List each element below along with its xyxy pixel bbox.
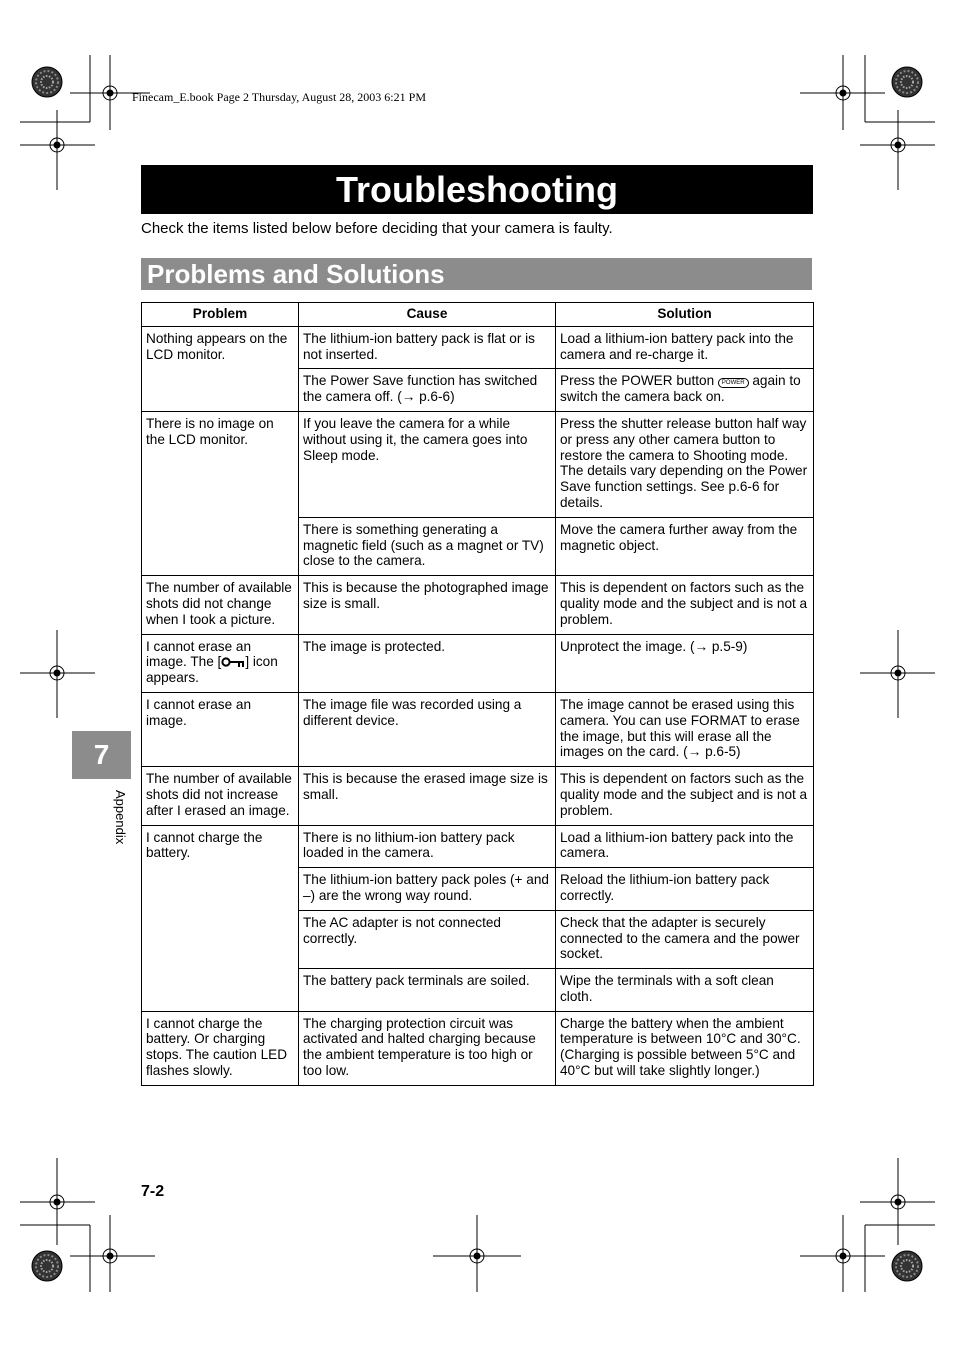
solution-cell: Check that the adapter is securely connected to the camera and the power socket. — [556, 910, 814, 968]
table-row — [142, 326, 814, 369]
table-header-row — [142, 303, 814, 327]
solution-cell: Press the shutter release button half way or press any other camera button to restore the camera to Shooting mode. The details vary depending on the Power Save function settings. See p.6-6 for details. — [556, 411, 814, 517]
problem-cell — [142, 634, 299, 692]
problem-cell: I cannot charge the battery. Or charging stops. The caution LED flashes slowly. — [142, 1011, 299, 1085]
problem-text: ] icon appears. — [146, 654, 278, 686]
solution-cell: This is dependent on factors such as the quality mode and the subject and is not a problem. — [556, 576, 814, 634]
table-row — [142, 767, 814, 825]
table-row — [142, 634, 814, 692]
table-row — [142, 411, 814, 517]
solution-cell: Wipe the terminals with a soft clean cloth. — [556, 969, 814, 1012]
solution-cell: The image cannot be erased using this camera. You can use FORMAT to erase the image, but this will erase all the images on the card. (→ p.6-5) — [556, 692, 814, 766]
solution-text: again to switch the camera back on. — [560, 373, 801, 405]
cause-cell: The image file was recorded using a different device. — [299, 692, 556, 766]
table-row — [142, 825, 814, 868]
solution-cell: Move the camera further away from the magnetic object. — [556, 517, 814, 575]
solution-cell: Load a lithium-ion battery pack into the camera. — [556, 825, 814, 868]
troubleshooting-table — [141, 302, 814, 1086]
solution-cell — [556, 369, 814, 412]
cause-cell: There is something generating a magnetic field (such as a magnet or TV) close to the camera. — [299, 517, 556, 575]
column-header-solution: Solution — [556, 303, 814, 327]
cause-cell: The image is protected. — [299, 634, 556, 692]
cause-cell: The Power Save function has switched the camera off. (→ p.6-6) — [299, 369, 556, 412]
solution-text: Press the POWER button — [560, 373, 715, 389]
intro-text: Check the items listed below before deciding that your camera is faulty. — [141, 220, 613, 237]
power-button-icon: POWER — [718, 378, 749, 388]
cause-cell: This is because the erased image size is small. — [299, 767, 556, 825]
problem-text: I cannot erase an image. The [ — [146, 638, 252, 670]
cause-cell: There is no lithium-ion battery pack loaded in the camera. — [299, 825, 556, 868]
key-protect-icon — [221, 656, 245, 668]
problem-cell: Nothing appears on the LCD monitor. — [142, 326, 299, 411]
table-row — [142, 692, 814, 766]
cause-cell: The AC adapter is not connected correctly. — [299, 910, 556, 968]
problem-cell: I cannot erase an image. — [142, 692, 299, 766]
column-header-problem: Problem — [142, 303, 299, 327]
table-row — [142, 1011, 814, 1085]
print-header: Finecam_E.book Page 2 Thursday, August 28, 2003 6:21 PM — [132, 90, 426, 104]
solution-cell: Charge the battery when the ambient temperature is between 10°C and 30°C. (Charging is possible between 5°C and 40°C but will take slightly longer.) — [556, 1011, 814, 1085]
problem-cell: I cannot charge the battery. — [142, 825, 299, 1011]
cause-cell: If you leave the camera for a while without using it, the camera goes into Sleep mode. — [299, 411, 556, 517]
page-title: Troubleshooting — [141, 165, 813, 214]
solution-cell: Unprotect the image. (→ p.5-9) — [556, 634, 814, 692]
section-title: Problems and Solutions — [141, 258, 812, 290]
cause-cell: The lithium-ion battery pack poles (+ and –) are the wrong way round. — [299, 868, 556, 911]
chapter-label: Appendix — [113, 790, 128, 845]
problem-cell: The number of available shots did not change when I took a picture. — [142, 576, 299, 634]
page-number: 7-2 — [141, 1183, 165, 1200]
problem-cell: The number of available shots did not increase after I erased an image. — [142, 767, 299, 825]
cause-cell: This is because the photographed image size is small. — [299, 576, 556, 634]
column-header-cause: Cause — [299, 303, 556, 327]
problem-cell: There is no image on the LCD monitor. — [142, 411, 299, 575]
solution-cell: This is dependent on factors such as the quality mode and the subject and is not a problem. — [556, 767, 814, 825]
solution-cell: Load a lithium-ion battery pack into the camera and re-charge it. — [556, 326, 814, 369]
chapter-tab: 7 — [72, 731, 131, 779]
solution-cell: Reload the lithium-ion battery pack correctly. — [556, 868, 814, 911]
cause-cell: The lithium-ion battery pack is flat or is not inserted. — [299, 326, 556, 369]
table-row — [142, 576, 814, 634]
cause-cell: The charging protection circuit was activated and halted charging because the ambient temperature is too high or too low. — [299, 1011, 556, 1085]
cause-cell: The battery pack terminals are soiled. — [299, 969, 556, 1012]
